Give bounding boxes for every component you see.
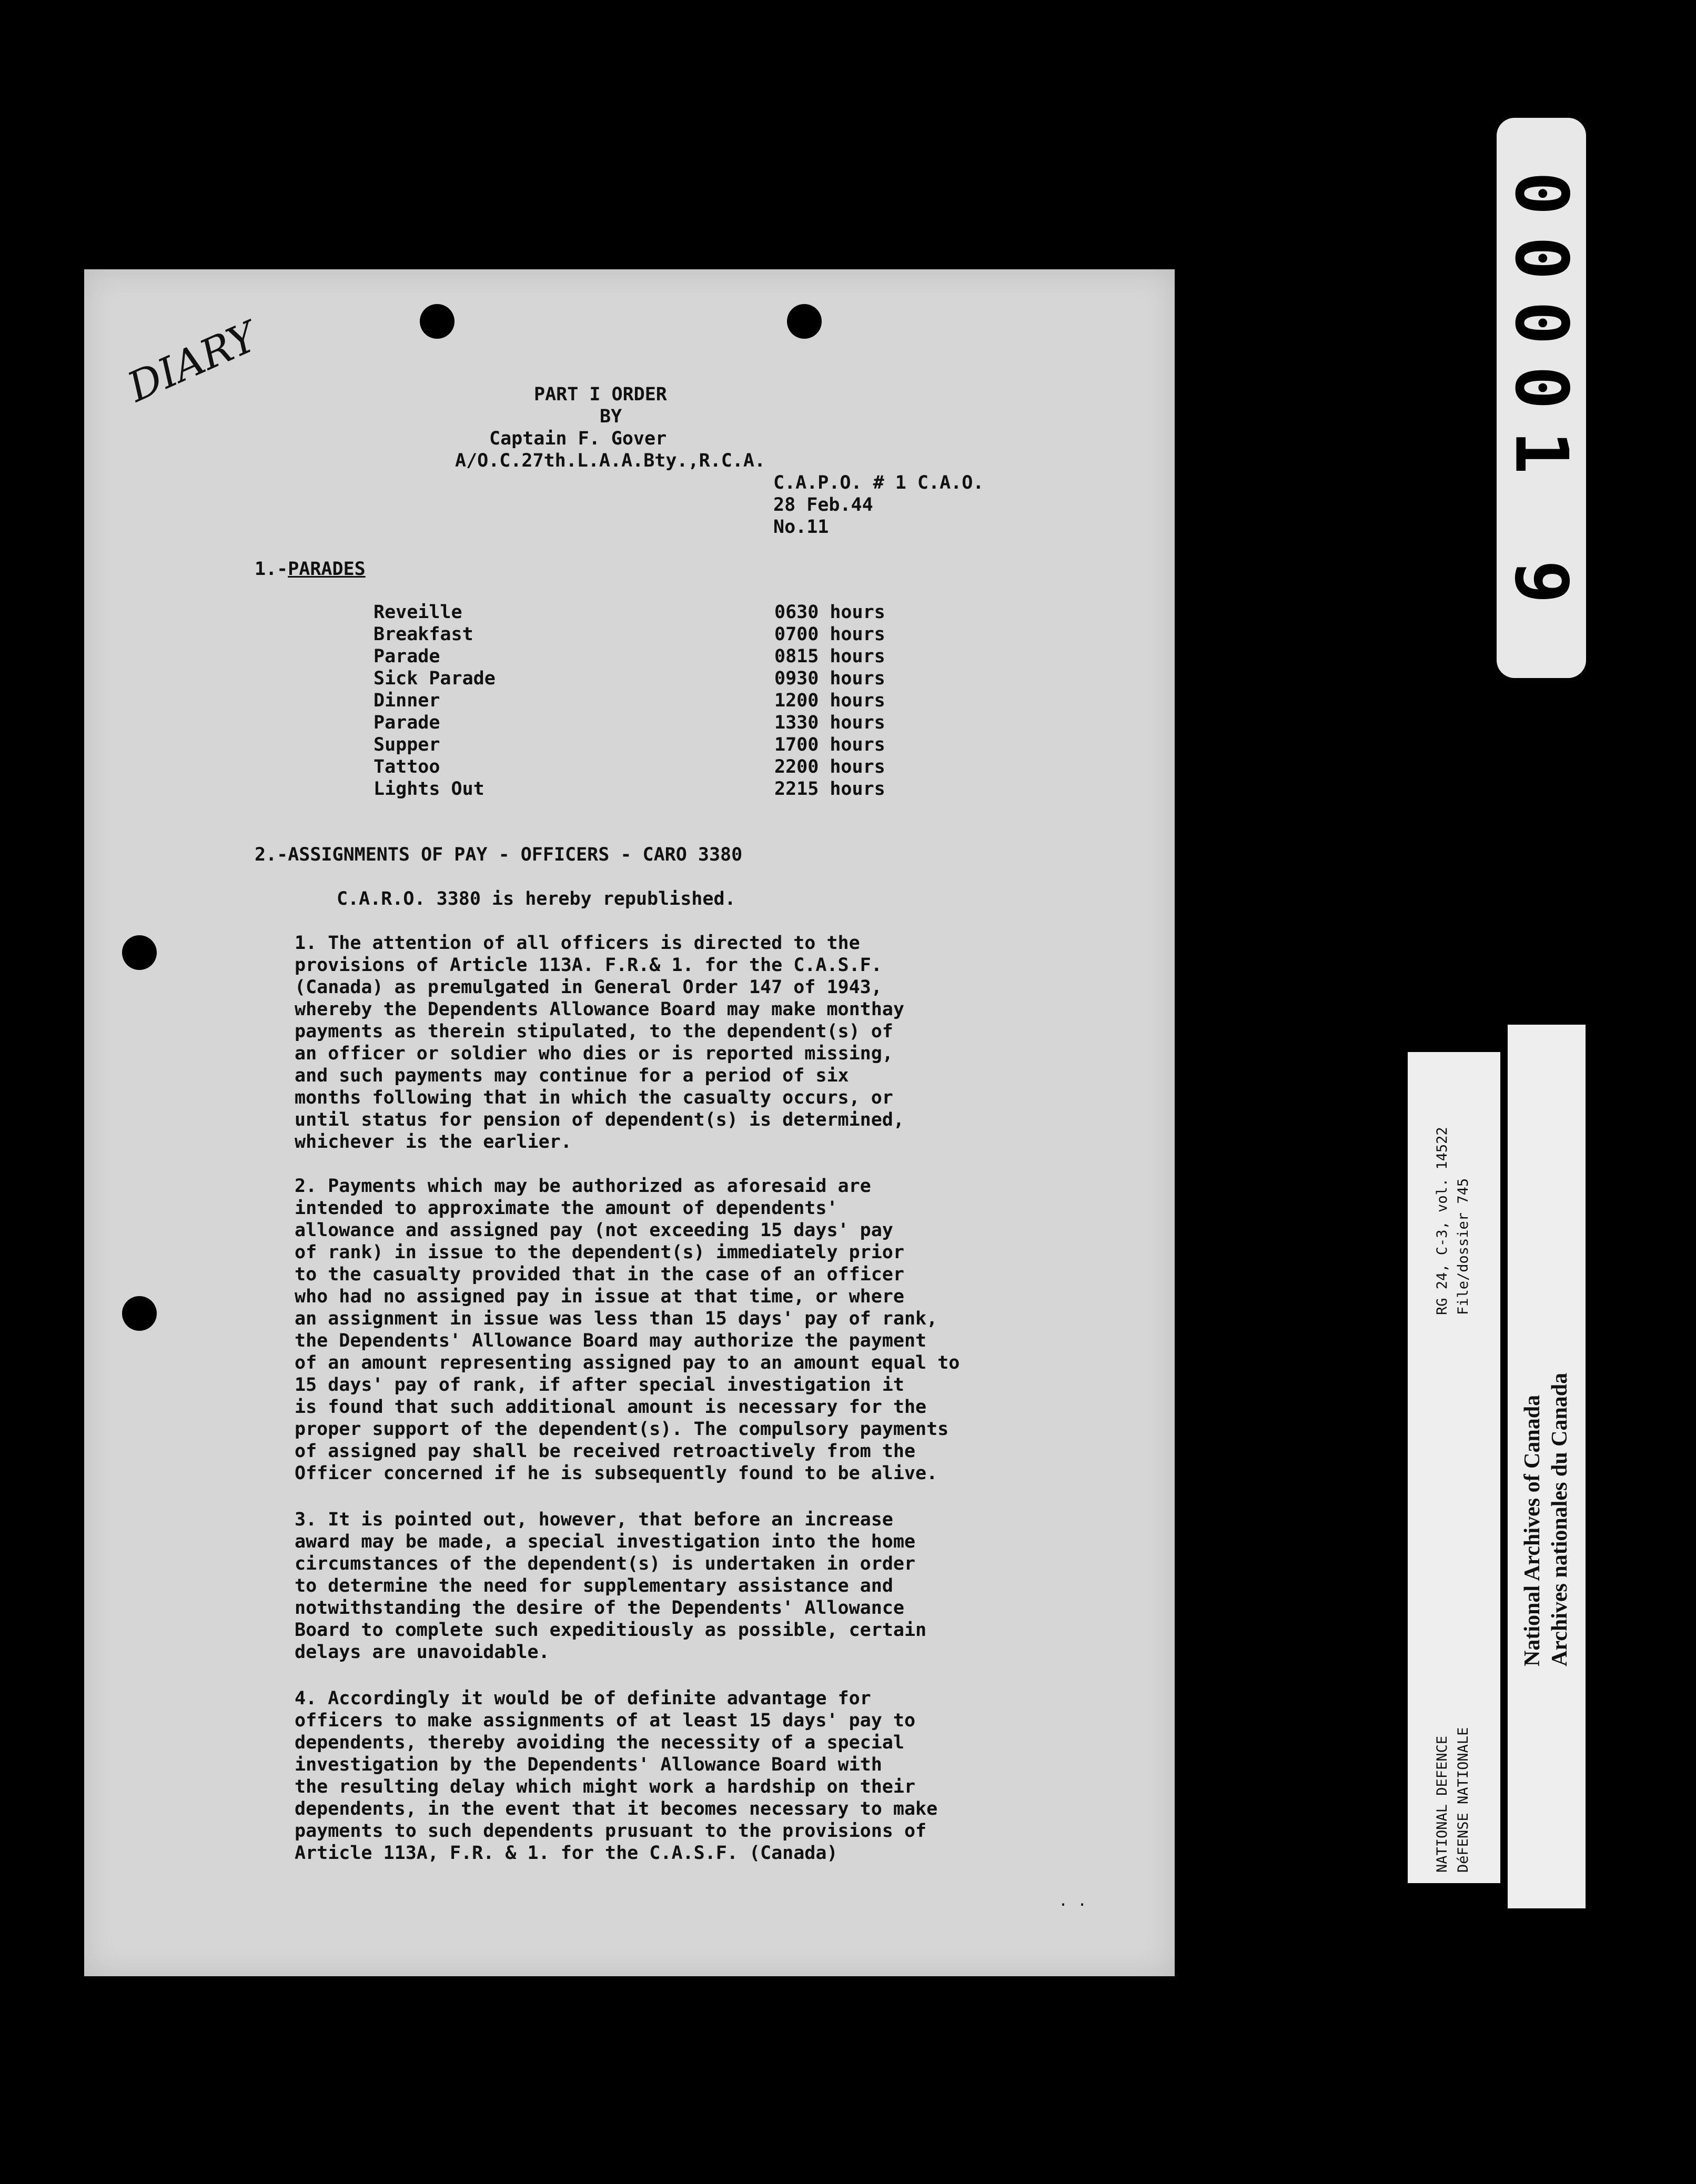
frame-number-label (1497, 118, 1586, 678)
reference-line-2: File/dossier 745 (1455, 1178, 1471, 1315)
paragraph-line: to the casualty provided that in the case of an officer (295, 1264, 904, 1285)
schedule-time: 0700 hours (774, 624, 885, 645)
section2-heading: 2.-ASSIGNMENTS OF PAY - OFFICERS - CARO 3380 (255, 844, 743, 865)
paragraph-line: an officer or soldier who dies or is reported missing, (295, 1043, 893, 1064)
order-title: PART I ORDER (534, 384, 667, 405)
schedule-event: Parade (373, 646, 440, 667)
punch-hole (420, 304, 455, 339)
schedule-time: 0815 hours (774, 646, 885, 667)
paragraph-line: whereby the Dependents Allowance Board may make monthay (295, 999, 904, 1020)
handwritten-note: DIARY (121, 313, 264, 412)
schedule-time: 1200 hours (774, 690, 885, 711)
schedule-time: 0630 hours (774, 602, 885, 623)
department-en: NATIONAL DEFENCE (1434, 1735, 1450, 1873)
schedule-event: Breakfast (373, 624, 473, 645)
paragraph-line: of assigned pay shall be received retroactively from the (295, 1441, 916, 1462)
schedule-event: Parade (373, 712, 440, 733)
post-office: C.A.P.O. # 1 C.A.O. (773, 472, 984, 493)
paragraph-line: to determine the need for supplementary assistance and (295, 1575, 893, 1596)
paragraph-1 (295, 932, 1115, 1153)
paragraph-line: Board to complete such expeditiously as possible, certain (295, 1620, 927, 1641)
department-fr: DéFENSE NATIONALE (1455, 1727, 1471, 1873)
paragraph-line: is found that such additional amount is necessary for the (295, 1397, 927, 1418)
paragraph-line: intended to approximate the amount of dependents' (295, 1198, 838, 1219)
paragraph-line: the resulting delay which might work a hardship on their (295, 1776, 916, 1797)
paragraph-line: investigation by the Dependents' Allowance Board with (295, 1754, 882, 1775)
order-by: BY (600, 406, 622, 427)
paragraph-4 (295, 1687, 1115, 1864)
paragraph-line: Officer concerned if he is subsequently found to be alive. (295, 1463, 938, 1484)
paragraph-line: dependents, thereby avoiding the necessity of a special (295, 1732, 904, 1753)
paragraph-line: who had no assigned pay in issue at that time, or where (295, 1286, 904, 1307)
stray-marks: . . (1058, 1892, 1087, 1910)
paragraph-line: of an amount representing assigned pay to an amount equal to (295, 1352, 960, 1373)
paragraph-line: (Canada) as premulgated in General Order 147 of 1943, (295, 977, 882, 998)
schedule-event: Lights Out (373, 778, 484, 800)
order-number: No.11 (773, 517, 829, 538)
section1-title: PARADES (288, 559, 366, 580)
paragraph-3 (295, 1509, 1115, 1663)
punch-hole (122, 1296, 157, 1331)
paragraph-line: and such payments may continue for a period of six (295, 1065, 849, 1086)
section2-intro: C.A.R.O. 3380 is hereby republished. (337, 888, 736, 909)
schedule-time: 2200 hours (774, 756, 885, 777)
order-officer: Captain F. Gover (489, 428, 667, 449)
paragraph-line: months following that in which the casualty occurs, or (295, 1087, 893, 1108)
paragraph-line: proper support of the dependent(s). The compulsory payments (295, 1419, 949, 1440)
paragraph-line: 2. Payments which may be authorized as aforesaid are (295, 1176, 871, 1197)
paragraph-line: provisions of Article 113A. F.R.& 1. for the C.A.S.F. (295, 955, 882, 976)
paragraph-line: of rank) in issue to the dependent(s) immediately prior (295, 1242, 904, 1263)
section1-number: 1.- (255, 559, 288, 580)
paragraph-line: allowance and assigned pay (not exceeding 15 days' pay (295, 1220, 893, 1241)
paragraph-line: award may be made, a special investigation into the home (295, 1531, 916, 1552)
paragraph-line: 15 days' pay of rank, if after special investigation it (295, 1374, 904, 1396)
schedule-time: 1700 hours (774, 734, 885, 755)
archives-label (1508, 1025, 1586, 1908)
archives-name-en: National Archives of Canada (1520, 1394, 1544, 1666)
paragraph-line: 3. It is pointed out, however, that before an increase (295, 1509, 893, 1530)
schedule-time: 0930 hours (774, 668, 885, 689)
section1-heading (255, 558, 366, 580)
paragraph-line: payments as therein stipulated, to the dependent(s) of (295, 1021, 893, 1042)
paragraph-line: an assignment in issue was less than 15 days' pay of rank, (295, 1308, 938, 1329)
schedule-event: Dinner (373, 690, 440, 711)
paragraph-line: 4. Accordingly it would be of definite advantage for (295, 1688, 871, 1709)
schedule-time: 1330 hours (774, 712, 885, 733)
order-unit: A/O.C.27th.L.A.A.Bty.,R.C.A. (455, 450, 766, 471)
schedule-event: Tattoo (373, 756, 440, 777)
paragraph-line: until status for pension of dependent(s) is determined, (295, 1109, 904, 1130)
punch-hole (787, 304, 822, 339)
paragraph-line: officers to make assignments of at least 15 days' pay to (295, 1710, 916, 1731)
schedule-event: Reveille (373, 602, 462, 623)
reference-label (1408, 1052, 1500, 1883)
paragraph-line: delays are unavoidable. (295, 1642, 550, 1663)
paragraph-line: notwithstanding the desire of the Dependents' Allowance (295, 1597, 904, 1619)
schedule-event: Sick Parade (373, 668, 496, 689)
paragraph-line: payments to such dependents prusuant to the provisions of (295, 1821, 927, 1842)
archives-name-fr: Archives nationales du Canada (1548, 1372, 1572, 1666)
paragraph-line: 1. The attention of all officers is directed to the (295, 933, 860, 954)
frame-number: 00001 9 (1499, 171, 1584, 625)
paragraph-line: the Dependents' Allowance Board may authorize the payment (295, 1330, 927, 1351)
schedule-event: Supper (373, 734, 440, 755)
paragraph-line: circumstances of the dependent(s) is undertaken in order (295, 1553, 916, 1574)
order-date: 28 Feb.44 (773, 494, 873, 515)
reference-line-1: RG 24, C-3, vol. 14522 (1434, 1127, 1450, 1315)
punch-hole (122, 935, 157, 970)
paragraph-line: whichever is the earlier. (295, 1131, 572, 1152)
paragraph-2 (295, 1175, 1115, 1484)
schedule-time: 2215 hours (774, 778, 885, 800)
paragraph-line: Article 113A, F.R. & 1. for the C.A.S.F. (Canada) (295, 1843, 838, 1864)
paragraph-line: dependents, in the event that it becomes necessary to make (295, 1798, 938, 1819)
